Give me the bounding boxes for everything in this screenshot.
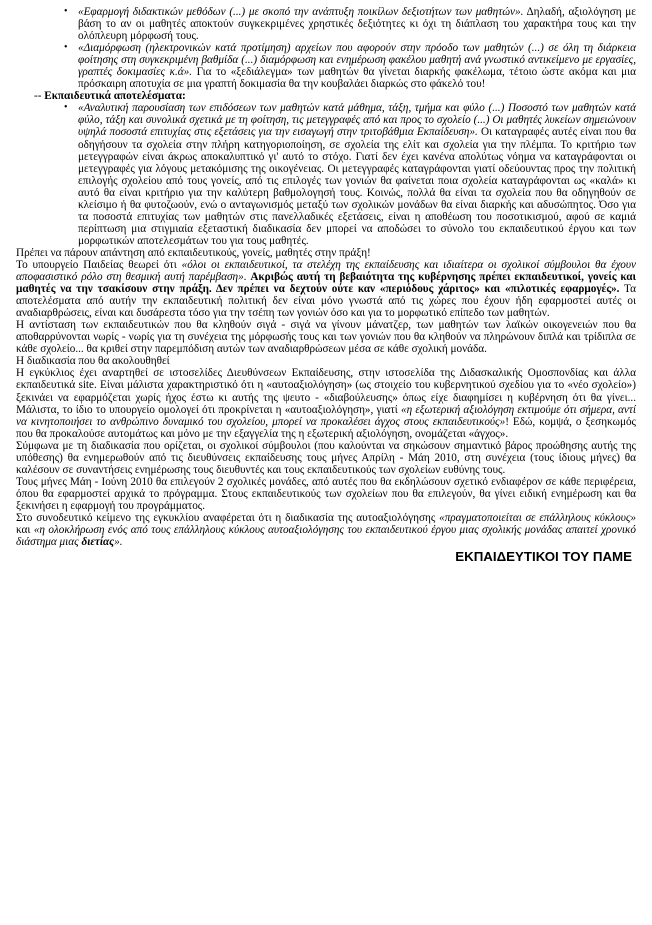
text-segment: Η διαδικασία που θα ακολουθηθεί: [16, 355, 170, 368]
text-segment: Οι καταγραφές αυτές είναι που θα οδηγήσουν τα σχολεία στην πλήρη κατηγοριοποίηση, σε σχολεία της ελίτ και σχολεία για την πλέμπα. Το κριτήριο των μετεγγραφών είναι άκρως αποκαλυπτικό γι' αυτό το στόχο. Γιατί δεν έχει κανένα απολύτως νόημα να καταγράφονται οι μετεγγραφές για λόγους μετακόμισης της οικογένειας. Οι μετεγγραφές καταγράφονται γιατί οδεύουντας προς την πολιτική επιλογής σχολείου από τους γονείς, από τις επιλογές των γονιών θα φαίνεται ποια σχολεία καταγράφονται ως «καλά» κι αυτό θα είναι κριτήριο για την καλύτερη βαθμολογησή τους. Κοινώς, πολλά θα είναι τα σχολεία που θα οδηγηθούν σε κλείσιμο ή θα φυτοζωούν, ενώ ο ανταγωνισμός μεταξύ των σχολικών μονάδων θα είναι διαρκής και αδυσώπητος. Όσο για τα ποσοστά επιτυχίας των μαθητών στις πανελλαδικές εξετάσεις, είναι η αποθέωση του ποσοτικισμού, αφού σε καμιά περίπτωση μια στιγμιαία εξεταστική διαδικασία δεν μπορεί να αποδώσει το σύνολο του εκπαιδευτικού έργου και των μορφωτικών αποτελεσμάτων του για τους μαθητές.: [78, 126, 637, 247]
heading-dash: --: [34, 90, 45, 103]
text-segment: «Εφαρμογή διδακτικών μεθόδων (...) με σκοπό την ανάπτυξη ποικίλων δεξιοτήτων των μαθητών».: [78, 6, 524, 18]
text-segment: Πρέπει να πάρουν απάντηση από εκπαιδευτικούς, γονείς, μαθητές στην πράξη!: [16, 246, 371, 259]
heading-colon: :: [181, 90, 186, 103]
paragraph: [16, 355, 636, 367]
paragraph: [16, 512, 636, 548]
text-segment: «η ολοκλήρωση ενός από τους επάλληλους κύκλους αυτοαξιολόγησης του εκπαιδευτικού έργου μιας σχολικής μονάδας απαιτεί χρονικό διάστημα μιας: [16, 524, 636, 549]
paragraph: [16, 247, 636, 259]
text-segment: Ακριβώς αυτή τη βεβαιότητα της κυβέρνησης πρέπει εκπαιδευτικοί, γονείς και μαθητές να την τσακίσουν στην πράξη. Δεν πρέπει να δεχτούν ούτε καν «περιόδους χάριτος» και «πιλοτικές εφαρμογές».: [16, 271, 637, 296]
text-segment: Για το «ξεδιάλεγμα» των μαθητών θα γίνεται διαρκής φακέλωμα, τέτοιο ώστε ακόμα και μια πρόσκαιρη αποτυχία σε μια γραπτή δοκιμασία θα την κουβαλάει διαρκώς στο φάκελό του!: [78, 66, 636, 91]
text-segment: Τους μήνες Μάη - Ιούνη 2010 θα επιλεγούν 2 σχολικές μονάδες, από αυτές που θα εκδηλώσουν σχετικό ενδιαφέρον σε κάθε περιφέρεια, όπου θα εφαρμοστεί αρχικά το πρόγραμμα. Στους εκπαιδευτικούς των σχολείων που θα επιλεγούν, θα γίνει ειδική ενημέρωση και θα ξεκινήσει η εφαρμογή του προγράμματος.: [16, 475, 636, 512]
text-segment: Η εγκύκλιος έχει αναρτηθεί σε ιστοσελίδες Διευθύνσεων Εκπαίδευσης, στην ιστοσελίδα της Διδασκαλικής Ομοσπονδίας και άλλα εκπαιδευτικά site. Είναι μάλιστα χαρακτηριστικό ότι η «αυτοαξιολόγηση» (ως στοιχείο του κυβερνητικού σχεδίου για το «νέο σχολείο») ξεκινάει να εφαρμόζεται χωρίς ήχος έστω κι αυτής της ψευτο - «διαβούλευσης» όπως είχε διαφημίσει η κυβέρνηση ότι θα γίνει... Μάλιστα, το ίδιο το υπουργείο ομολογεί ότι προκρίνεται η «αυτοαξιολόγηση», γιατί: [16, 367, 636, 416]
bullet-item: [16, 102, 636, 247]
paragraph: [16, 367, 636, 439]
paragraph: [16, 259, 636, 319]
bullet-item: [16, 6, 636, 42]
text-segment: «η εξωτερική αξιολόγηση εκτιμούμε ότι σήμερα, αντί να κινητοποιήσει το ανθρώπινο δυναμικό του σχολείου, μπορεί να προκαλέσει άγχος στους εκπαιδευτικούς»: [16, 403, 636, 428]
body-text: [16, 247, 636, 548]
text-segment: διετίας: [81, 536, 115, 549]
heading-text: Εκπαιδευτικά αποτελέσματα: [44, 90, 182, 103]
text-segment: Τα αποτελέσματα από αυτήν την εκπαιδευτική πολιτική δεν είναι μόνο γνωστά από τις χώρες που έχουν ήδη εφαρμοστεί αυτές οι αναδιαρθρώσεις, είναι και δυσάρεστα τόσο για την τσέπη των γονιών όσο και για το μορφωτικό επίπεδο των μαθητών.: [16, 283, 636, 320]
bullet-icon: •: [64, 42, 68, 54]
signature: ΕΚΠΑΙΔΕΥΤΙΚΟΙ ΤΟΥ ΠΑΜΕ: [455, 549, 632, 565]
text-segment: Στο συνοδευτικό κείμενο της εγκυκλίου αναφέρεται ότι η διαδικασία της αυτοαξιολόγησης: [16, 511, 440, 524]
text-segment: ! Εδώ, κομψά, ο ξεσηκωμός που θα προκαλούσε αυτομάτως και μόνο με την εξαγγελία της η εξωτερική αξιολόγηση, ονομάζεται «άγχος».: [16, 415, 636, 440]
text-segment: .: [243, 271, 251, 284]
paragraph: [16, 476, 636, 512]
text-segment: και: [16, 524, 34, 537]
bullet-list-top: [16, 6, 636, 90]
bullet-icon: •: [64, 102, 68, 114]
text-segment: «όλοι οι εκπαιδευτικοί, τα στελέχη της εκπαίδευσης και ιδιαίτερα οι σχολικοί σύμβουλοι θα έχουν αποφασιστικό ρόλο στη θεσμική αυτή παρέμβαση»: [16, 258, 636, 284]
paragraph: [16, 319, 636, 355]
bullet-list-results: [16, 102, 636, 247]
paragraph: [16, 440, 636, 476]
text-segment: «Αναλυτική παρουσίαση των επιδόσεων των μαθητών κατά μάθημα, τάξη, τμήμα και φύλο (...) Ποσοστό των μαθητών κατά φύλο, τάξη και συνολικά σχετικά με τη φοίτηση, τις μετεγγραφές από και προς το σχολείο (...) Οι μαθητές λυκείων σημειώνουν υψηλά ποσοστά επιτυχίας στις εξετάσεις για την εισαγωγή στην τριτοβάθμια Εκπαίδευση».: [78, 102, 636, 139]
text-segment: Δηλαδή, αξιολόγηση με βάση το αν οι μαθητές αποκτούν συγκεκριμένες χρηστικές δεξιότητες κι όχι τη διάπλαση του χαρακτήρα τους και την ολόπλευρη μόρφωσή τους.: [78, 6, 636, 43]
text-segment: «Διαμόρφωση (ηλεκτρονικών κατά προτίμηση) αρχείων που αφορούν στην πρόοδο των μαθητών (...) σε όλη τη διάρκεια φοίτησης στη συγκεκριμένη βαθμίδα (...) διαμόρφωση και ενημέρωση φακέλου μαθητή ανά γνωστικό αντικείμενο με εργασίες, γραπτές δοκιμασίες κ.ά».: [78, 42, 636, 79]
text-segment: Το υπουργείο Παιδείας θεωρεί ότι: [16, 258, 182, 271]
text-segment: Σύμφωνα με τη διαδικασία που ορίζεται, οι σχολικοί σύμβουλοι (που καλούνται να σηκώσουν σημαντικό βάρος προώθησης αυτής της υπόθεσης) θα ενημερωθούν από τις διευθύνσεις εκπαίδευσης τους μήνες Απρίλη - Μάη 2010, στη συνέχεια (τους ίδιους μήνες) θα καλέσουν σε συναντήσεις ενημέρωσης τους διευθυντές και τους εκπαιδευτικούς των σχολείων ευθύνης τους.: [16, 439, 636, 476]
bullet-icon: •: [64, 6, 68, 17]
text-segment: Η αντίσταση των εκπαιδευτικών που θα κληθούν σιγά - σιγά να γίνουν μάνατζερ, των μαθητών των λαϊκών οικογενειών που θα αποθαρρύνονται νωρίς - νωρίς για τη συνέχεια της μόρφωσής τους και των γονιών που θα κληθούν να πληρώνουν διπλά και τρίδιπλα σε κάθε σχολείο... θα κριθεί στην παρεμπόδιση αυτών των αναδιαρθρώσεων μέσα σε κάθε σχολική μονάδα.: [16, 319, 636, 356]
text-segment: ».: [114, 536, 123, 549]
section-heading: [16, 90, 636, 102]
text-segment: «πραγματοποιείται σε επάλληλους κύκλους»: [439, 511, 637, 524]
bullet-item: [16, 42, 636, 90]
